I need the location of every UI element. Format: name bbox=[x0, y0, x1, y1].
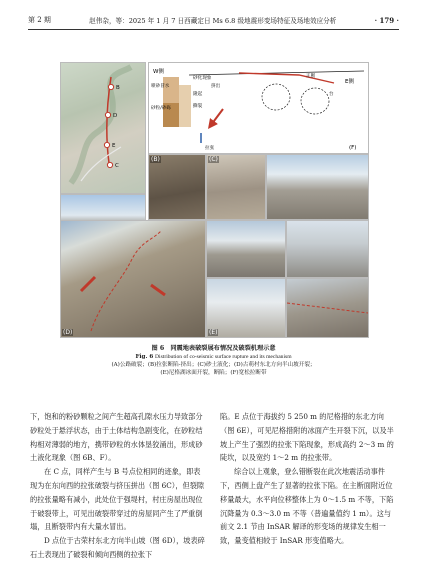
anno-1: 砂化现象 bbox=[193, 76, 212, 81]
panel-label-f: (F) bbox=[349, 145, 357, 151]
map-label-c: C bbox=[115, 163, 119, 169]
caption-sub-2: (E)尼格湖冰面开裂，断陷；(F)宽松拉断带 bbox=[160, 370, 267, 376]
anno-6: 撕裂 bbox=[193, 104, 203, 109]
anno-7: 台 bbox=[329, 92, 334, 97]
anno-4: 隆起 bbox=[193, 92, 203, 97]
mechanism-svg bbox=[149, 63, 368, 153]
d-rupture-svg bbox=[61, 221, 205, 337]
panel-c-photo-2 bbox=[266, 154, 369, 220]
panel-e-photo-4 bbox=[286, 278, 369, 338]
e-side-label: E侧 bbox=[345, 79, 354, 85]
issue-number: 第 2 期 bbox=[28, 16, 51, 24]
anno-8: 正断 bbox=[306, 74, 316, 79]
map-label-e: E bbox=[112, 143, 116, 149]
body-left-column bbox=[30, 410, 206, 562]
panel-label-e: (E) bbox=[209, 329, 218, 336]
body-left-p3: D 点位于古荣村东北方向半山坡（图 6D），坡表碎石土表现出了破裂和倾向西侧的拉张下 bbox=[30, 536, 205, 559]
panel-c-photo-1 bbox=[206, 154, 266, 220]
caption-cn: 图 6 同震地表破裂展布情况及破裂机理示意 bbox=[151, 345, 276, 352]
w-side-label: W侧 bbox=[153, 69, 164, 75]
body-right-column bbox=[220, 410, 396, 548]
caption-en-bold: Fig. 6 bbox=[135, 354, 154, 360]
panel-label-b: (B) bbox=[151, 156, 160, 163]
caption-sub-1: (A)公路破裂；(B)拉张断陷-挤出；(C)砂土液化；(D)古萌村东北方向半山坡开裂； bbox=[111, 362, 316, 368]
body-left-p2: 在 C 点，同样产生与 B 号点位相同的迹象，即表现为在东向西的拉张破裂与挤压拼出（图 6C），但裂隙的拉张量略有减小，此处位于强堤村，村庄房屋出现位于破裂带上，可见出破裂带穿过的房屋同产生了严重倒塌，且断裂带内有大量水冒出。 bbox=[30, 467, 205, 532]
caption-en-line bbox=[40, 353, 387, 361]
panel-d-photo bbox=[60, 220, 206, 338]
panel-label-c: (C) bbox=[209, 156, 218, 163]
page-number: · 179 · bbox=[374, 15, 399, 25]
header-rule bbox=[28, 29, 399, 30]
body-right-p1: 陷。E 点位于海拔约 5 250 m 的尼格措的东北方向（图 6E），可见尼格措附的冰面产生开裂下沉，以及半坡上产生了强烈的拉张下陷现象，形成高约 2～3 m 的陡坎，以及宽约 1～2 m 的拉张带。 bbox=[220, 412, 394, 463]
anno-2: 喷砂冒水 bbox=[151, 84, 170, 89]
panel-e-photo-1 bbox=[206, 220, 286, 278]
figure-6 bbox=[60, 62, 367, 337]
anno-3: 挤出 bbox=[211, 84, 221, 89]
panel-f-diagram bbox=[148, 62, 369, 154]
page-header bbox=[28, 14, 399, 26]
map-label-b: B bbox=[116, 85, 120, 91]
panel-label-d: (D) bbox=[63, 329, 73, 336]
body-right-p2: 综合以上观象，登么错断裂在此次地震活动事件下，西侧上盘产生了显著的拉张下陷。在主断面附近位移量最大，水平向位移整体上为 0～1.5 m 不等，下陷沉降量为 0.3～3.0 m 不等（普遍量值约 1 m）。这与前文 2.1 节由 InSAR 解译的形变场的规律发生相一致，量变值相较于 InSAR 形变值略大。 bbox=[220, 467, 394, 546]
body-left-p1: 下，饱和的粉砂颗粒之间产生超高孔隙水压力导致部分砂粒处于悬浮状态，由于土体结构急剧变化，在砂粒结构相对薄弱的地方，携带砂粒的水体垦狡涌出，形成砂土液化现象（图 6B、F）。 bbox=[30, 412, 203, 463]
panel-a-map bbox=[60, 62, 146, 194]
running-title: 赵伟杂，等：2025 年 1 月 7 日西藏定日 Ms 6.8 级地震形变场特征及场地效应分析 bbox=[89, 17, 337, 25]
caption-en: Distribution of co-seismic surface rupture and its mechanism bbox=[155, 354, 292, 360]
panel-e-photo-3 bbox=[206, 278, 286, 338]
panel-b-photo bbox=[148, 154, 206, 220]
arrow-label: 拉张 bbox=[205, 146, 215, 151]
e-rupture-svg bbox=[287, 279, 368, 337]
anno-5: 砂粒/砂砾 bbox=[151, 106, 171, 111]
map-label-d: D bbox=[113, 113, 118, 119]
figure-caption bbox=[40, 345, 387, 377]
map-svg bbox=[61, 63, 145, 193]
panel-e-photo-2 bbox=[286, 220, 369, 278]
